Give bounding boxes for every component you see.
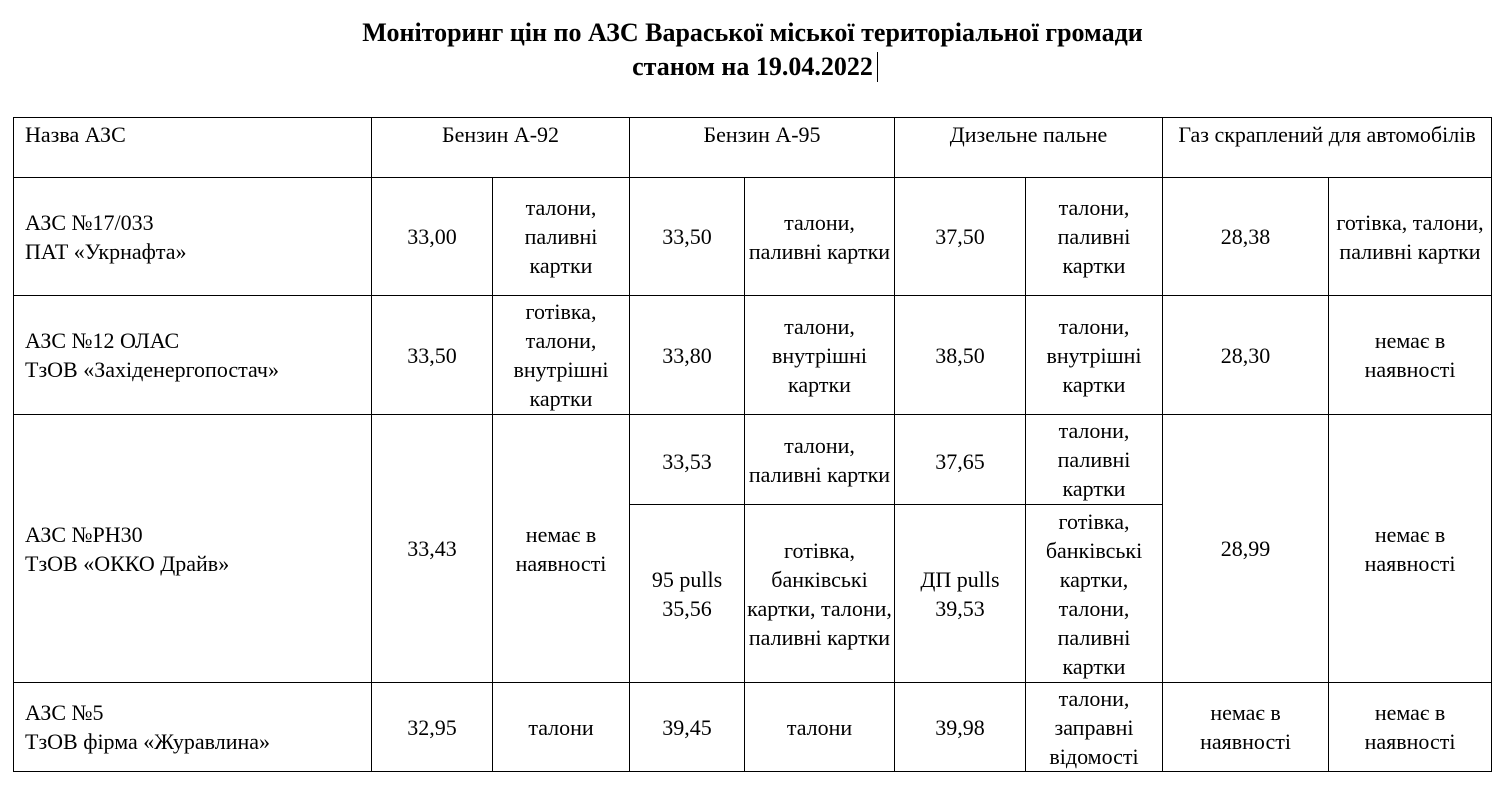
- a95-payment: талони, паливні картки: [745, 415, 895, 505]
- station-number: АЗС №17/033: [25, 209, 154, 235]
- diesel-price: 39,98: [895, 683, 1026, 772]
- a92-price: 33,00: [372, 178, 493, 296]
- a95-price: 33,53: [630, 415, 745, 505]
- station-number: АЗС №РН30: [25, 521, 143, 547]
- gas-payment: немає в наявності: [1329, 415, 1492, 683]
- table-header-row: [14, 118, 1492, 178]
- station-number: АЗС №12 ОЛАС: [25, 328, 180, 353]
- diesel-price: 38,50: [895, 296, 1026, 415]
- a92-payment: готівка, талони, внутрішні картки: [493, 296, 630, 415]
- station-name-cell: [14, 178, 372, 296]
- title-line-2: [632, 50, 873, 84]
- gas-price: 28,38: [1163, 178, 1329, 296]
- station-name-cell: [14, 296, 372, 415]
- header-a92: Бензин А-92: [372, 118, 630, 178]
- diesel-pulls-payment: готівка, банківські картки, талони, паливні картки: [1026, 505, 1163, 683]
- header-gas: Газ скраплений для автомобілів: [1163, 118, 1492, 178]
- gas-price: 28,99: [1163, 415, 1329, 683]
- a95-price: 33,80: [630, 296, 745, 415]
- document-title: [0, 16, 1505, 84]
- gas-price: 28,30: [1163, 296, 1329, 415]
- a95-price: 39,45: [630, 683, 745, 772]
- header-station-name: Назва АЗС: [14, 118, 372, 178]
- header-a95: Бензин А-95: [630, 118, 895, 178]
- station-company: ТзОВ фірма «Журавлина»: [25, 729, 271, 754]
- a95-pulls-price: 35,56: [662, 595, 712, 621]
- station-company: ПАТ «Укрнафта»: [25, 238, 187, 264]
- a92-payment: талони, паливні картки: [493, 178, 630, 296]
- gas-payment: немає в наявності: [1329, 683, 1492, 772]
- diesel-pulls-cell: [895, 505, 1026, 683]
- diesel-price: 37,65: [895, 415, 1026, 505]
- station-name-cell: [14, 683, 372, 772]
- a92-payment: талони: [493, 683, 630, 772]
- a95-payment: талони, внутрішні картки: [745, 296, 895, 415]
- table-row: [14, 415, 1492, 505]
- text-cursor: [877, 52, 878, 82]
- a95-pulls-name: 95 pulls: [651, 566, 723, 592]
- a95-pulls-payment: готівка, банківські картки, талони, паливні картки: [745, 505, 895, 683]
- gas-payment: готівка, талони, паливні картки: [1329, 178, 1492, 296]
- gas-price: немає в наявності: [1163, 683, 1329, 772]
- diesel-pulls-price: 39,53: [935, 595, 985, 621]
- title-date-text: станом на 19.04.2022: [632, 52, 873, 81]
- a95-pulls-cell: [630, 505, 745, 683]
- station-company: ТзОВ «ОККО Драйв»: [25, 550, 230, 576]
- a92-payment: немає в наявності: [493, 415, 630, 683]
- table-row: [14, 683, 1492, 772]
- diesel-payment: талони, паливні картки: [1026, 415, 1163, 505]
- station-name-cell: [14, 415, 372, 683]
- station-number: АЗС №5: [25, 700, 104, 725]
- gas-payment: немає в наявності: [1329, 296, 1492, 415]
- table-row: [14, 178, 1492, 296]
- a95-payment: талони: [745, 683, 895, 772]
- a92-price: 33,50: [372, 296, 493, 415]
- station-company: ТзОВ «Західенергопостач»: [25, 357, 279, 382]
- a95-price: 33,50: [630, 178, 745, 296]
- fuel-prices-table: [13, 117, 1492, 772]
- title-line-1: Моніторинг цін по АЗС Вараської міської територіальної громади: [362, 18, 1143, 47]
- diesel-price: 37,50: [895, 178, 1026, 296]
- diesel-pulls-name: ДП pulls: [920, 566, 1000, 592]
- diesel-payment: талони, паливні картки: [1026, 178, 1163, 296]
- diesel-payment: талони, заправні відомості: [1026, 683, 1163, 772]
- a92-price: 32,95: [372, 683, 493, 772]
- header-diesel: Дизельне пальне: [895, 118, 1163, 178]
- table-row: [14, 296, 1492, 415]
- a92-price: 33,43: [372, 415, 493, 683]
- a95-payment: талони, паливні картки: [745, 178, 895, 296]
- diesel-payment: талони, внутрішні картки: [1026, 296, 1163, 415]
